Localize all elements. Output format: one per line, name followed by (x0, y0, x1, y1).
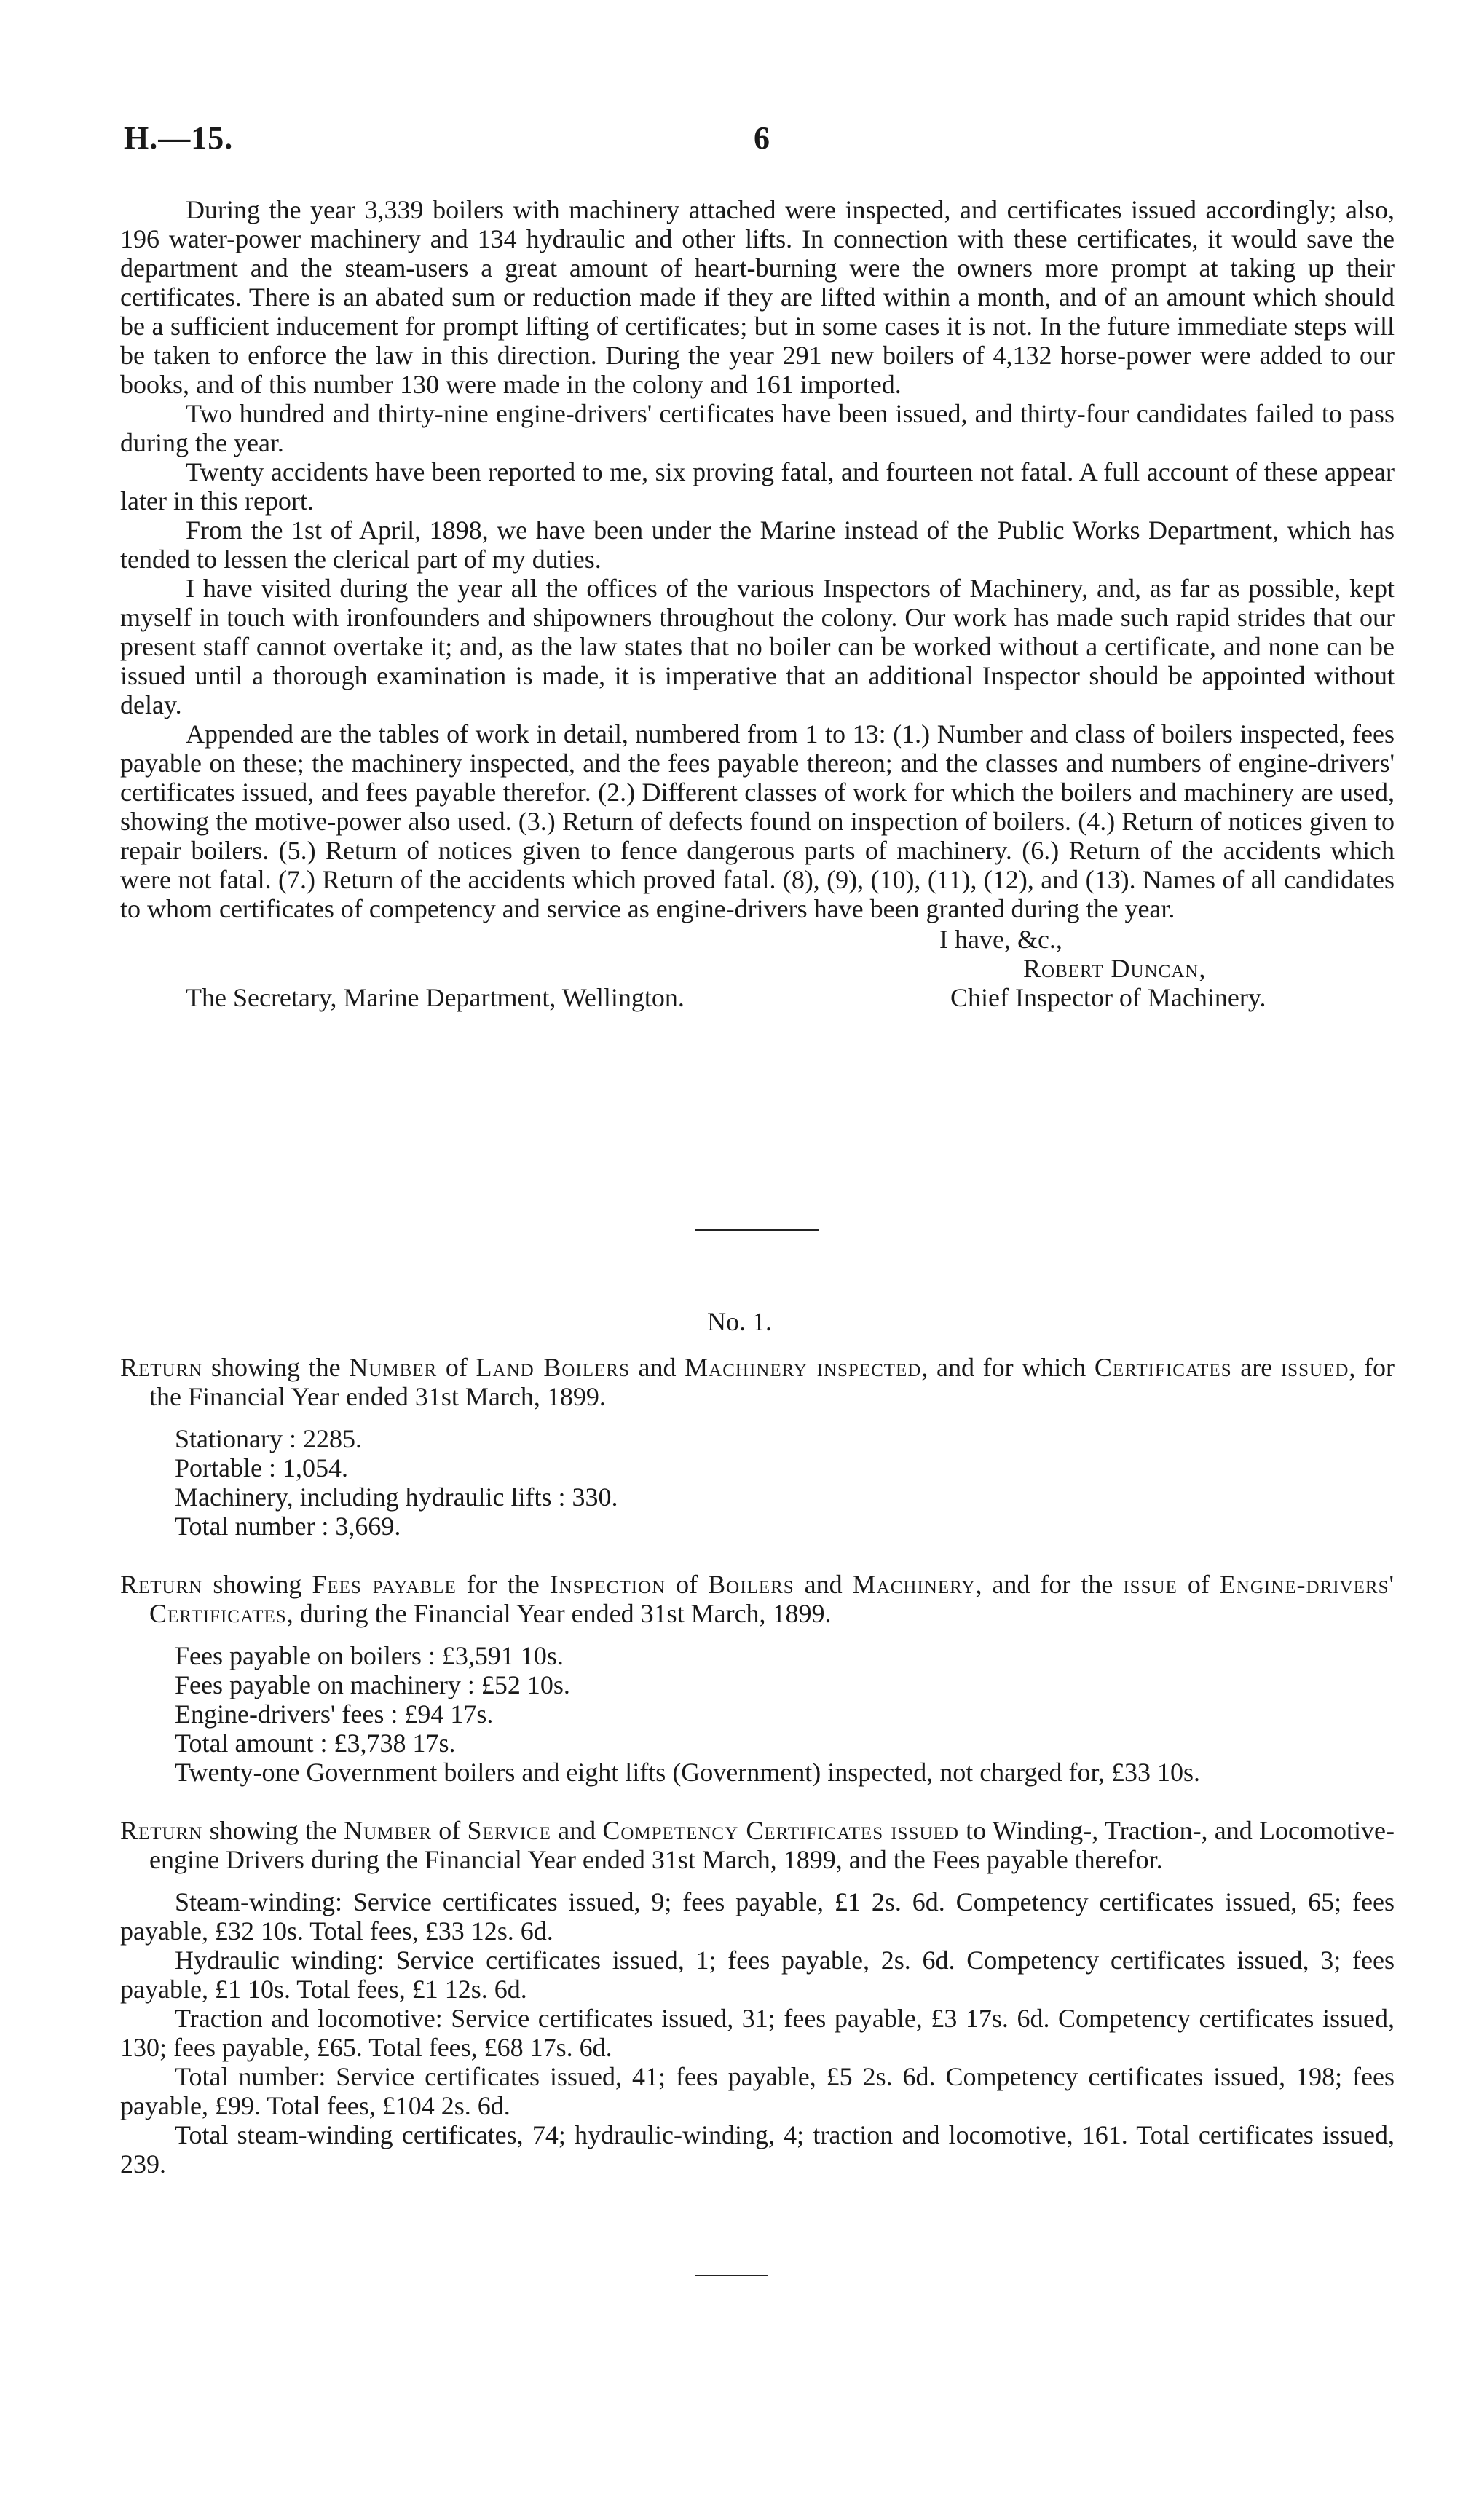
document-reference: H.—15. (124, 120, 234, 156)
list-item: Total number : 3,669. (175, 1512, 401, 1541)
return-3-hydraulic-winding: Hydraulic winding: Service certificates issued, 1; fees payable, 2s. 6d. Competency certificates issued, 3; fees payable, £1 10s. Total fees, £1 12s. 6d. (120, 1946, 1395, 2004)
return-2-note: Twenty-one Government boilers and eight lifts (Government) inspected, not charged for, £33 10s. (175, 1758, 1201, 1787)
paragraph-boilers-inspected: During the year 3,339 boilers with machinery attached were inspected, and certificates issued accordingly; also, 196 water-power machinery and 134 hydraulic and other lifts. In connection with these certificates, it would save the department and the steam-users a great amount of heart-burning were the owners more prompt at taking up their certificates. There is an abated sum or reduction made if they are lifted within a month, and of an amount which should be a sufficient inducement for prompt lifting of certificates; but in some cases it is not. In the future immediate steps will be taken to enforce the law in this direction. During the year 291 new boilers of 4,132 horse-power were added to our books, and of this number 130 were made in the colony and 161 imported. (120, 195, 1395, 399)
paragraph-offices-visited: I have visited during the year all the offices of the various Inspectors of Machinery, and, as far as possible, kept myself in touch with ironfounders and shipowners throughout the colony. Our work has made such rapid strides that our present staff cannot overtake it; and, as the law states that no boiler can be worked without a certificate, and none can be issued until a thorough examination is made, it is imperative that an additional Inspector should be appointed without delay. (120, 574, 1395, 719)
return-3-title: Return showing the Number of Service and Competency Certificates issued to Winding-, Traction-, and Locomotive-engine Drivers during the Financial Year ended 31st March, 1899, and the Fees payable therefor. (120, 1816, 1395, 1874)
list-item: Portable : 1,054. (175, 1453, 348, 1482)
closing: I have, &c., (939, 925, 1062, 954)
page-number: 6 (754, 120, 770, 156)
list-item: Fees payable on machinery : £52 10s. (175, 1670, 570, 1699)
section-divider (695, 1229, 819, 1231)
return-3-total-number: Total number: Service certificates issued, 41; fees payable, £5 2s. 6d. Competency certificates issued, 198; fees payable, £99. Total fees, £104 2s. 6d. (120, 2062, 1395, 2120)
paragraph-accidents: Twenty accidents have been reported to me, six proving fatal, and fourteen not fatal. A full account of these appear later in this report. (120, 457, 1395, 516)
return-1-title: Return showing the Number of Land Boilers and Machinery inspected, and for which Certificates are issued, for the Financial Year ended 31st March, 1899. (120, 1353, 1395, 1411)
returns-section (120, 1353, 1395, 2179)
return-3-steam-winding: Steam-winding: Service certificates issued, 9; fees payable, £1 2s. 6d. Competency certificates issued, 65; fees payable, £32 10s. Total fees, £33 12s. 6d. (120, 1887, 1395, 1946)
letter-body (120, 195, 1395, 1019)
end-divider (695, 2275, 768, 2276)
addressee: The Secretary, Marine Department, Wellington. (186, 983, 685, 1012)
return-3-total-certificates: Total steam-winding certificates, 74; hydraulic-winding, 4; traction and locomotive, 161. Total certificates issued, 239. (120, 2120, 1395, 2179)
paragraph-appended-tables: Appended are the tables of work in detail, numbered from 1 to 13: (1.) Number and class of boilers inspected, fees payable on these; the machinery inspected, and the fees payable thereon; and the classes and numbers of engine-drivers' certificates issued, and fees payable therefor. (2.) Different classes of work for which the boilers and machinery are used, showing the motive-power also used. (3.) Return of defects found on inspection of boilers. (4.) Return of notices given to repair boilers. (5.) Return of notices given to fence dangerous parts of machinery. (6.) Return of the accidents which were not fatal. (7.) Return of the accidents which proved fatal. (8), (9), (10), (11), (12), and (13). Names of all candidates to whom certificates of competency and service as engine-drivers have been granted during the year. (120, 719, 1395, 923)
list-item: Stationary : 2285. (175, 1424, 362, 1453)
return-3-traction-locomotive: Traction and locomotive: Service certificates issued, 31; fees payable, £3 17s. 6d. Competency certificates issued, 130; fees payable, £65. Total fees, £68 17s. 6d. (120, 2004, 1395, 2062)
paragraph-department: From the 1st of April, 1898, we have been under the Marine instead of the Public Works Department, which has tended to lessen the clerical part of my duties. (120, 516, 1395, 574)
return-1-list (120, 1424, 1395, 1541)
table-number: No. 1. (707, 1307, 772, 1336)
return-2-title: Return showing Fees payable for the Inspection of Boilers and Machinery, and for the issue of Engine-drivers' Certificates, during the Financial Year ended 31st March, 1899. (120, 1570, 1395, 1628)
return-2-list (120, 1641, 1395, 1758)
signatory-name: Robert Duncan, (1023, 954, 1207, 983)
list-item: Fees payable on boilers : £3,591 10s. (175, 1641, 564, 1670)
signature-block (120, 925, 1395, 1019)
list-item: Total amount : £3,738 17s. (175, 1729, 456, 1758)
paragraph-engine-drivers: Two hundred and thirty-nine engine-drivers' certificates have been issued, and thirty-four candidates failed to pass during the year. (120, 399, 1395, 457)
list-item: Machinery, including hydraulic lifts : 330. (175, 1482, 618, 1512)
list-item: Engine-drivers' fees : £94 17s. (175, 1699, 494, 1729)
signatory-title: Chief Inspector of Machinery. (950, 983, 1266, 1012)
page-header (124, 120, 1355, 167)
